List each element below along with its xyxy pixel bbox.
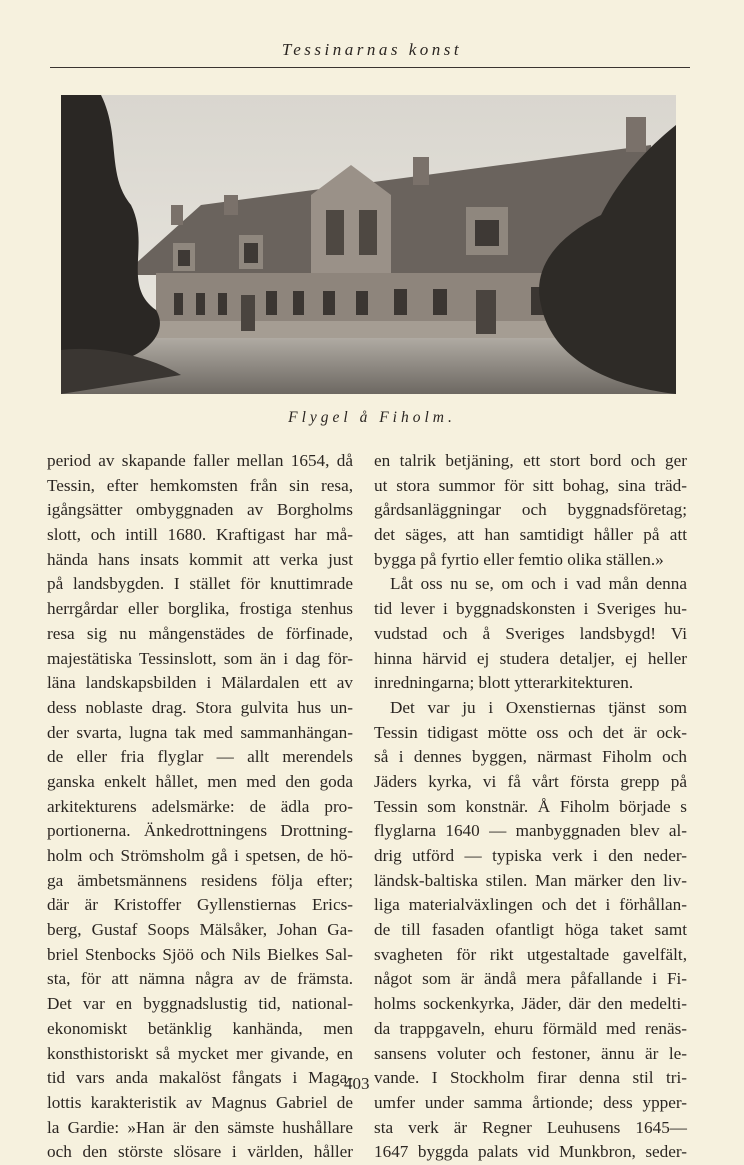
text-line: arkitekturens adelsmärke: de ädla pro- [47, 796, 353, 816]
text-line: de till fasaden ofantligt höga taket samt [374, 920, 687, 940]
text-line: något som är ändå mera påfallande i Fi- [374, 969, 687, 989]
text-line: da trappgaveln, ehuru förmäld med renäs- [374, 1018, 687, 1038]
text-line: och den störste slösare i världen, håller [47, 1142, 353, 1162]
figure-caption: Flygel å Fiholm. [288, 409, 456, 426]
text-line: berg, Gustaf Soops Mälsåker, Johan Ga- [47, 920, 353, 940]
text-column-right [374, 449, 687, 1165]
text-line: Tessin, efter hemkomsten från sin resa, [47, 475, 353, 495]
text-line: där är Kristoffer Gyllenstiernas Erics- [47, 895, 353, 915]
text-line: så i dennes byggen, närmast Fiholm och [374, 747, 687, 767]
text-line: tid lever i byggnadskonsten i Sveriges hu- [374, 599, 687, 619]
text-line: holms sockenkyrka, Jäder, där den medelti- [374, 994, 687, 1014]
text-line: ländsk-baltiska stilen. Man märker den liv- [374, 870, 687, 890]
text-line: på landsbygden. I stället för knuttimrade [47, 574, 353, 594]
header-rule [50, 67, 690, 68]
text-line: läna landskapsbilden i Mälardalen ett av [47, 673, 353, 693]
text-line: umfer under samma årtionde; dess ypper- [374, 1092, 687, 1112]
text-line: inredningarna; blott ytterarkitekturen. [374, 673, 634, 693]
text-line: gårdsanläggningar och byggnadsföretag; [374, 500, 687, 520]
text-line: resa sig nu mångenstädes de förfinade, [47, 623, 353, 643]
text-line: hända hans insats kommit att verka just [47, 549, 353, 569]
text-line: majestätiska Tessinslott, som än i dag för- [47, 648, 353, 668]
text-line: liga materialväxlingen och det i förhållan- [374, 895, 687, 915]
text-line: Tessin tidigast mötte oss och det är ock- [374, 722, 687, 742]
text-line: en talrik betjäning, ett stort bord och ger [374, 451, 687, 470]
text-line: Låt oss nu se, om och i vad mån denna [390, 574, 687, 594]
text-line: lottis karakteristik av Magnus Gabriel de [47, 1092, 353, 1112]
text-line: der svarta, lugna tak med sammanhängan- [47, 722, 353, 742]
text-line: ga ämbetsmännens residens följa efter; [47, 870, 353, 890]
text-line: tid vars anda makalöst fångats i Maga- [47, 1068, 353, 1088]
text-line: slott, och intill 1680. Kraftigast har må- [47, 525, 353, 545]
text-line: ut stora summor för sitt bohag, sina träd- [374, 475, 687, 495]
text-line: det säges, att han samtidigt håller på att [374, 525, 687, 545]
text-line: la Gardie: »Han är den sämste hushållare [47, 1117, 353, 1137]
text-line: herrgårdar eller borglika, frostiga stenhus [47, 599, 353, 619]
text-line: vudstad och å Sveriges landsbygd! Vi [374, 623, 687, 643]
text-line: portionerna. Änkedrottningens Drottning- [47, 821, 353, 841]
text-line: Det var en byggnadslustig tid, national- [47, 994, 353, 1014]
text-line: sansens voluter och festoner, ännu är le- [374, 1043, 687, 1063]
text-line: ganska enkelt hållet, men med den goda [47, 771, 353, 791]
photograph-of-building [61, 95, 676, 394]
text-line: 1647 byggda palats vid Munkbron, seder- [374, 1142, 687, 1162]
page-number: 403 [344, 1074, 370, 1093]
text-line: svagheten för rikt utgestaltade gavelfält, [374, 944, 687, 964]
text-line: konsthistoriskt så mycket mer givande, en [47, 1043, 353, 1063]
text-line: holm och Strömsholm gå i spetsen, de hö- [47, 846, 353, 865]
text-line: flyglarna 1640 — manbyggnaden blev al- [374, 821, 687, 841]
text-line: sta, för att nämna några av de främsta. [47, 969, 353, 989]
text-line: Det var ju i Oxenstiernas tjänst som [390, 697, 687, 717]
text-line: Jäders kyrka, vi få vårt första grepp på [374, 771, 687, 791]
text-line: sta verk är Regner Leuhusens 1645— [374, 1117, 687, 1137]
text-line: ekonomiskt betänklig kanhända, men [47, 1018, 353, 1038]
text-column-left [47, 449, 353, 1165]
text-line: hinna härvid ej studera detaljer, ej heller [374, 648, 687, 668]
text-line: vande. I Stockholm firar denna stil tri- [374, 1068, 687, 1088]
running-head: Tessinarnas konst [281, 40, 463, 59]
text-line: period av skapande faller mellan 1654, då [47, 451, 353, 470]
text-line: briel Stenbocks Sjöö och Nils Bielkes Sal- [47, 944, 353, 964]
text-line: dess noblaste drag. Stora gulvita hus un- [47, 697, 353, 717]
text-line: Tessin som konstnär. Å Fiholm började s [374, 796, 687, 816]
text-line: drig utförd — typiska verk i den neder- [374, 846, 687, 865]
text-line: de eller fria flyglar — allt merendels [47, 747, 353, 767]
text-line: igångsätter ombyggnaden av Borgholms [47, 500, 353, 520]
text-line: bygga på fyrtio eller femtio olika ställen.» [374, 549, 664, 569]
